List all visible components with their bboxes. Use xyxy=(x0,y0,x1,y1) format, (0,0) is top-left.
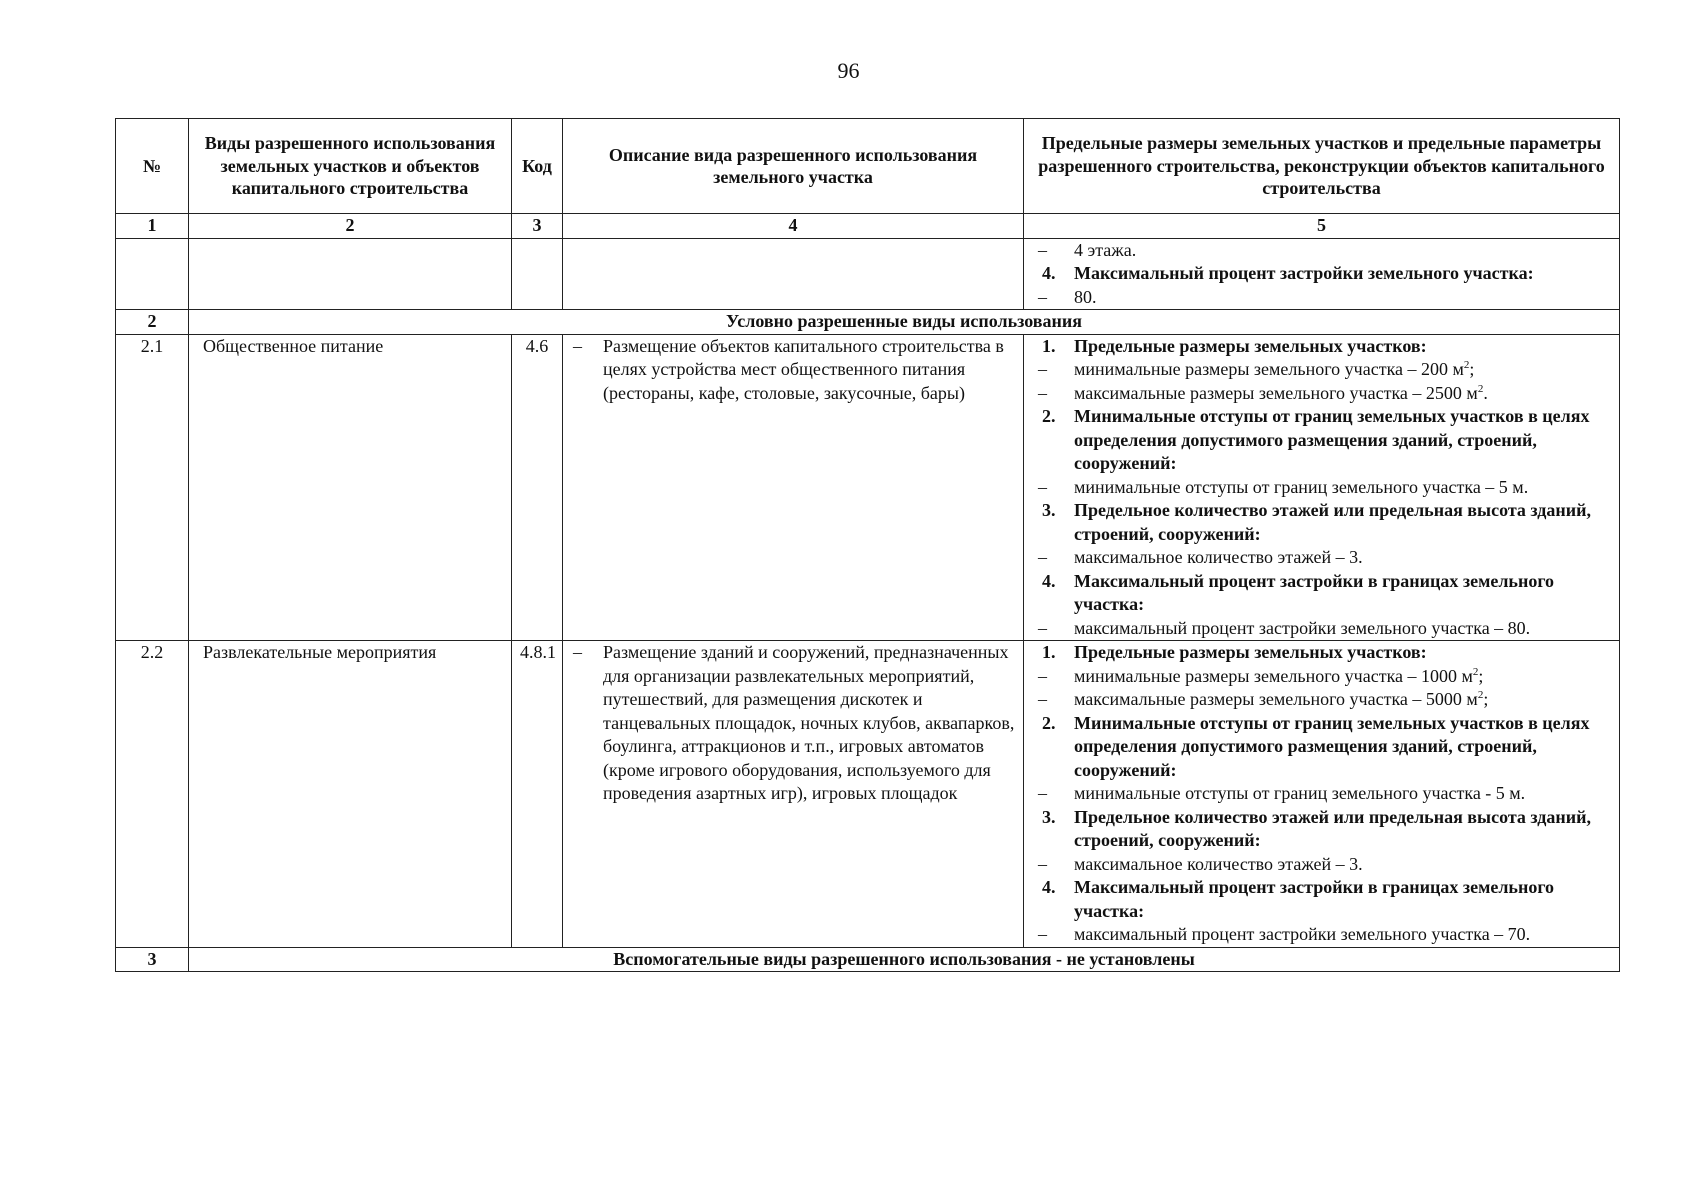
param-text: максимальный процент застройки земельного участка – 80. xyxy=(1074,617,1531,638)
section-row-conditional xyxy=(116,310,1620,335)
dash-marker: – xyxy=(1038,359,1047,379)
param-text: минимальные размеры земельного участка – 200 м xyxy=(1074,359,1464,379)
param-text: Предельное количество этажей или предельная высота зданий, строений, сооружений: xyxy=(1074,500,1592,544)
param-text: Предельное количество этажей или предельная высота зданий, строений, сооружений: xyxy=(1074,806,1592,850)
dash-marker: – xyxy=(1038,286,1047,307)
param-item xyxy=(1032,782,1611,806)
param-heading xyxy=(1032,262,1611,286)
continuation-params xyxy=(1024,238,1620,310)
param-text: Предельные размеры земельных участков: xyxy=(1074,335,1427,356)
list-number: 1. xyxy=(1042,335,1056,356)
section-number: 2 xyxy=(116,310,189,335)
header-use-type: Виды разрешенного использования земельных участков и объектов капитального строительства xyxy=(189,119,512,214)
param-heading xyxy=(1032,405,1611,476)
param-heading xyxy=(1032,570,1611,617)
use-type-code: 4.8.1 xyxy=(512,641,563,948)
dash-marker: – xyxy=(1038,617,1047,638)
param-item xyxy=(1032,358,1611,382)
param-item xyxy=(1032,665,1611,689)
param-heading xyxy=(1032,499,1611,546)
header-parameters: Предельные размеры земельных участков и предельные параметры разрешенного строительства, реконструкции объектов капитального строительства xyxy=(1024,119,1620,214)
param-heading xyxy=(1032,876,1611,923)
use-type-params xyxy=(1024,334,1620,641)
param-text: 80. xyxy=(1074,286,1097,307)
param-text: 4 этажа. xyxy=(1074,239,1137,260)
param-text: Минимальные отступы от границ земельных участков в целях определения допустимого размещения зданий, строений, сооружений: xyxy=(1074,406,1590,473)
param-heading xyxy=(1032,806,1611,853)
list-number: 3. xyxy=(1042,500,1056,520)
dash-marker: – xyxy=(1038,476,1047,497)
use-type-description xyxy=(563,334,1024,641)
unit-superscript: 2 xyxy=(1477,689,1484,701)
list-number: 4. xyxy=(1042,877,1056,897)
param-item xyxy=(1032,382,1611,406)
param-item xyxy=(1032,239,1611,263)
header-description: Описание вида разрешенного использования земельного участка xyxy=(563,119,1024,214)
column-number: 2 xyxy=(189,214,512,239)
param-text: Максимальный процент застройки земельного участка: xyxy=(1074,263,1534,283)
param-text: максимальный процент застройки земельного участка – 70. xyxy=(1074,924,1531,944)
param-item xyxy=(1032,476,1611,500)
table-row xyxy=(116,334,1620,641)
section-number: 3 xyxy=(116,947,189,972)
column-number: 1 xyxy=(116,214,189,239)
dash-marker: – xyxy=(1038,689,1047,709)
param-item xyxy=(1032,546,1611,570)
use-type-name: Развлекательные мероприятия xyxy=(189,641,512,948)
param-text-tail: ; xyxy=(1478,665,1484,686)
dash-marker: – xyxy=(1038,924,1047,944)
table-row xyxy=(116,641,1620,948)
param-heading xyxy=(1032,641,1611,665)
param-text: минимальные отступы от границ земельного участка - 5 м. xyxy=(1074,783,1526,803)
param-item xyxy=(1032,617,1611,641)
section-title: Вспомогательные виды разрешенного использования - не установлены xyxy=(189,947,1620,972)
list-number: 4. xyxy=(1042,263,1056,283)
dash-marker: – xyxy=(573,642,582,662)
unit-superscript: 2 xyxy=(1477,382,1484,395)
row-number: 2.1 xyxy=(116,334,189,641)
empty-cell xyxy=(512,238,563,310)
header-number: № xyxy=(116,119,189,214)
page-number: 96 xyxy=(837,58,860,83)
unit-superscript: 2 xyxy=(1463,359,1470,371)
param-text: минимальные отступы от границ земельного участка – 5 м. xyxy=(1074,476,1529,497)
row-number: 2.2 xyxy=(116,641,189,948)
param-text: минимальные размеры земельного участка – 1000 м xyxy=(1074,665,1473,686)
header-code: Код xyxy=(512,119,563,214)
param-item xyxy=(1032,923,1611,947)
column-number: 3 xyxy=(512,214,563,239)
use-type-params xyxy=(1024,641,1620,948)
param-heading xyxy=(1032,712,1611,783)
dash-marker: – xyxy=(1038,382,1047,403)
empty-cell xyxy=(116,238,189,310)
dash-marker: – xyxy=(1038,547,1047,567)
empty-cell xyxy=(563,238,1024,310)
dash-marker: – xyxy=(573,335,582,356)
param-item xyxy=(1032,853,1611,877)
param-text: максимальные размеры земельного участка – 5000 м xyxy=(1074,689,1478,709)
use-type-code: 4.6 xyxy=(512,334,563,641)
use-type-description xyxy=(563,641,1024,948)
param-text: максимальное количество этажей – 3. xyxy=(1074,547,1363,567)
use-type-name: Общественное питание xyxy=(189,334,512,641)
dash-marker: – xyxy=(1038,665,1047,686)
list-number: 2. xyxy=(1042,712,1056,733)
param-text: максимальные размеры земельного участка – 2500 м xyxy=(1074,382,1478,403)
param-text: Минимальные отступы от границ земельных участков в целях определения допустимого размещения зданий, строений, сооружений: xyxy=(1074,712,1590,780)
list-number: 2. xyxy=(1042,406,1056,426)
column-number-row xyxy=(116,214,1620,239)
list-number: 4. xyxy=(1042,570,1056,591)
dash-marker: – xyxy=(1038,783,1047,803)
param-item xyxy=(1032,688,1611,712)
param-text-tail: ; xyxy=(1469,359,1475,379)
empty-cell xyxy=(189,238,512,310)
continuation-row xyxy=(116,238,1620,310)
list-number: 1. xyxy=(1042,642,1056,662)
param-text: максимальное количество этажей – 3. xyxy=(1074,853,1363,874)
unit-superscript: 2 xyxy=(1472,665,1479,678)
param-text: Максимальный процент застройки в границах земельного участка: xyxy=(1074,570,1555,614)
section-title: Условно разрешенные виды использования xyxy=(189,310,1620,335)
table-header-row xyxy=(116,119,1620,214)
param-item xyxy=(1032,286,1611,310)
list-number: 3. xyxy=(1042,806,1056,827)
param-text-tail: . xyxy=(1483,382,1488,403)
description-text: Размещение объектов капитального строительства в целях устройства мест общественного питания (рестораны, кафе, столовые, закусочные, бары) xyxy=(603,335,1004,403)
column-number: 4 xyxy=(563,214,1024,239)
param-text-tail: ; xyxy=(1483,689,1489,709)
param-text: Предельные размеры земельных участков: xyxy=(1074,642,1427,662)
regulations-table xyxy=(115,118,1620,972)
section-row-auxiliary xyxy=(116,947,1620,972)
param-text: Максимальный процент застройки в границах земельного участка: xyxy=(1074,877,1555,921)
column-number: 5 xyxy=(1024,214,1620,239)
dash-marker: – xyxy=(1038,853,1047,874)
description-text: Размещение зданий и сооружений, предназначенных для организации развлекательных мероприятий, путешествий, для размещения дискотек и танцевальных площадок, ночных клубов, аквапарков, боулинга, аттракционов и т.п., игровых автоматов (кроме игрового оборудования, используемого для проведения азартных игр), игровых площадок xyxy=(603,642,1015,803)
dash-marker: – xyxy=(1038,239,1047,260)
param-heading xyxy=(1032,335,1611,359)
